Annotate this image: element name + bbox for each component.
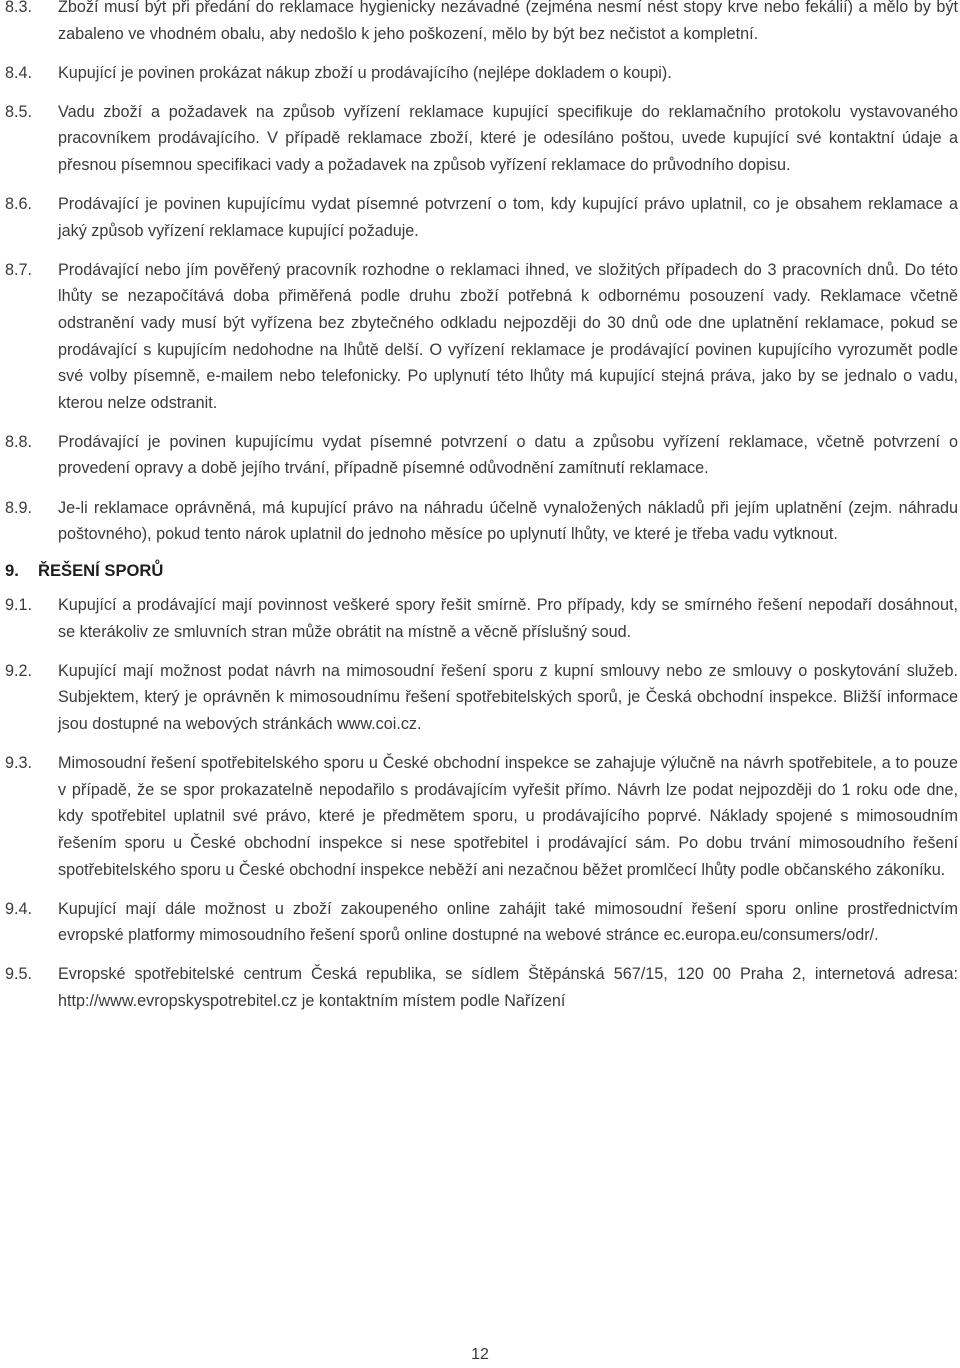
clause-text: Evropské spotřebitelské centrum Česká republika, se sídlem Štěpánská 567/15, 120 00 Praha 2, internetová adresa: http://www.evropskyspotrebitel.cz je kontaktním místem podle Nařízení [58,965,958,1010]
clause-8-6 [5,191,958,244]
clause-text: Kupující je povinen prokázat nákup zboží u prodávajícího (nejlépe dokladem o koupi). [58,63,672,82]
clause-number: 9.1. [5,596,33,615]
section-number: 9. [5,561,19,581]
page-number: 12 [471,1346,489,1363]
clause-text: Prodávající je povinen kupujícímu vydat písemné potvrzení o tom, kdy kupující právo uplatnil, co je obsahem reklamace a jaký způsob vyřízení reklamace kupující požaduje. [58,195,958,240]
clause-text: Kupující a prodávající mají povinnost veškeré spory řešit smírně. Pro případy, kdy se smírného řešení nepodaří dosáhnout, se kterákoliv ze smluvních stran může obrátit na místně a věcně příslušný soud. [58,596,958,641]
section-heading [5,558,958,584]
clause-8-3 [5,0,958,47]
clause-number: 8.6. [5,195,33,214]
clause-number: 9.2. [5,661,33,680]
clause-number: 8.7. [5,260,33,279]
clause-text: Prodávající je povinen kupujícímu vydat písemné potvrzení o datu a způsobu vyřízení reklamace, včetně potvrzení o provedení opravy a době jejího trvání, případně písemné odůvodnění zamítnutí reklamace. [58,432,958,478]
clause-text: Zboží musí být při předání do reklamace hygienicky nezávadné (zejména nesmí nést stopy krve nebo fekálií) a mělo by být zabaleno ve vhodném obalu, aby nedošlo k jeho poškození, mělo by být bez nečistot a kompletní. [58,0,958,43]
clause-8-9 [5,495,958,548]
clause-number: 8.5. [5,102,33,121]
clause-8-8 [5,429,958,482]
clause-text: Je-li reklamace oprávněná, má kupující právo na náhradu účelně vynaložených nákladů při jejím uplatnění (zejm. náhradu poštovného), pokud tento nárok uplatnil do jednoho měsíce po uplynutí lhůty, ve které je třeba vadu vytknout. [58,498,958,544]
clause-9-5 [5,961,958,1014]
document-content [5,0,958,1027]
clause-number: 8.9. [5,498,33,517]
clause-9-2 [5,658,958,738]
clause-9-4 [5,896,958,949]
clause-text: Vadu zboží a požadavek na způsob vyřízení reklamace kupující specifikuje do reklamačního protokolu vystavovaného pracovníkem prodávajícího. V případě reklamace zboží, které je odesíláno poštou, uvede kupující své kontaktní údaje a přesnou písemnou specifikaci vady a požadavek na způsob vyřízení reklamace do průvodního dopisu. [58,102,958,174]
clause-text: Kupující mají možnost podat návrh na mimosoudní řešení sporu z kupní smlouvy nebo ze smlouvy o poskytování služeb. Subjektem, který je oprávněn k mimosoudnímu řešení spotřebitelských sporů, je Česká obchodní inspekce. Bližší informace jsou dostupné na webových stránkách www.coi.cz. [58,661,958,734]
clause-number: 9.4. [5,899,33,918]
clause-text: Kupující mají dále možnost u zboží zakoupeného online zahájit také mimosoudní řešení sporu online prostřednictvím evropské platformy mimosoudního řešení sporů online dostupné na webové stránce ec.europa.eu/consumers/odr/. [58,899,958,945]
clause-number: 9.5. [5,965,33,984]
clause-9-3 [5,750,958,883]
clause-9-1 [5,592,958,645]
clause-8-5 [5,99,958,179]
clause-number: 8.3. [5,0,33,16]
clause-number: 8.4. [5,63,33,82]
section-title: ŘEŠENÍ SPORŮ [38,561,164,581]
clause-text: Mimosoudní řešení spotřebitelského sporu u České obchodní inspekce se zahajuje výlučně na návrh spotřebitele, a to pouze v případě, že se spor prokazatelně nepodařilo s prodávajícím vyřešit přímo. Návrh lze podat nejpozději do 1 roku ode dne, kdy spotřebitel uplatnil své právo, které je předmětem sporu, u prodávajícího poprvé. Náklady spojené s mimosoudním řešením sporu u České obchodní inspekce si nese spotřebitel i prodávající sám. Po dobu trvání mimosoudního řešení spotřebitelského sporu u České obchodní inspekce neběží ani nezačnou běžet promlčecí lhůty podle občanského zákoníku. [58,754,958,879]
clause-8-4 [5,60,958,87]
clause-number: 8.8. [5,432,33,451]
clause-text: Prodávající nebo jím pověřený pracovník rozhodne o reklamaci ihned, ve složitých případech do 3 pracovních dnů. Do této lhůty se nezapočítává doba přiměřená podle druhu zboží potřebná k odbornému posouzení vady. Reklamace včetně odstranění vady musí být vyřízena bez zbytečného odkladu nejpozději do 30 dnů ode dne uplatnění reklamace, pokud se prodávající s kupujícím nedohodne na lhůtě delší. O vyřízení reklamace je prodávající povinen kupujícího vyrozumět podle své volby písemně, e-mailem nebo telefonicky. Po uplynutí této lhůty má kupující stejná práva, jako by se jednalo o vadu, kterou nelze odstranit. [58,260,958,412]
clause-8-7 [5,257,958,417]
clause-number: 9.3. [5,754,33,773]
